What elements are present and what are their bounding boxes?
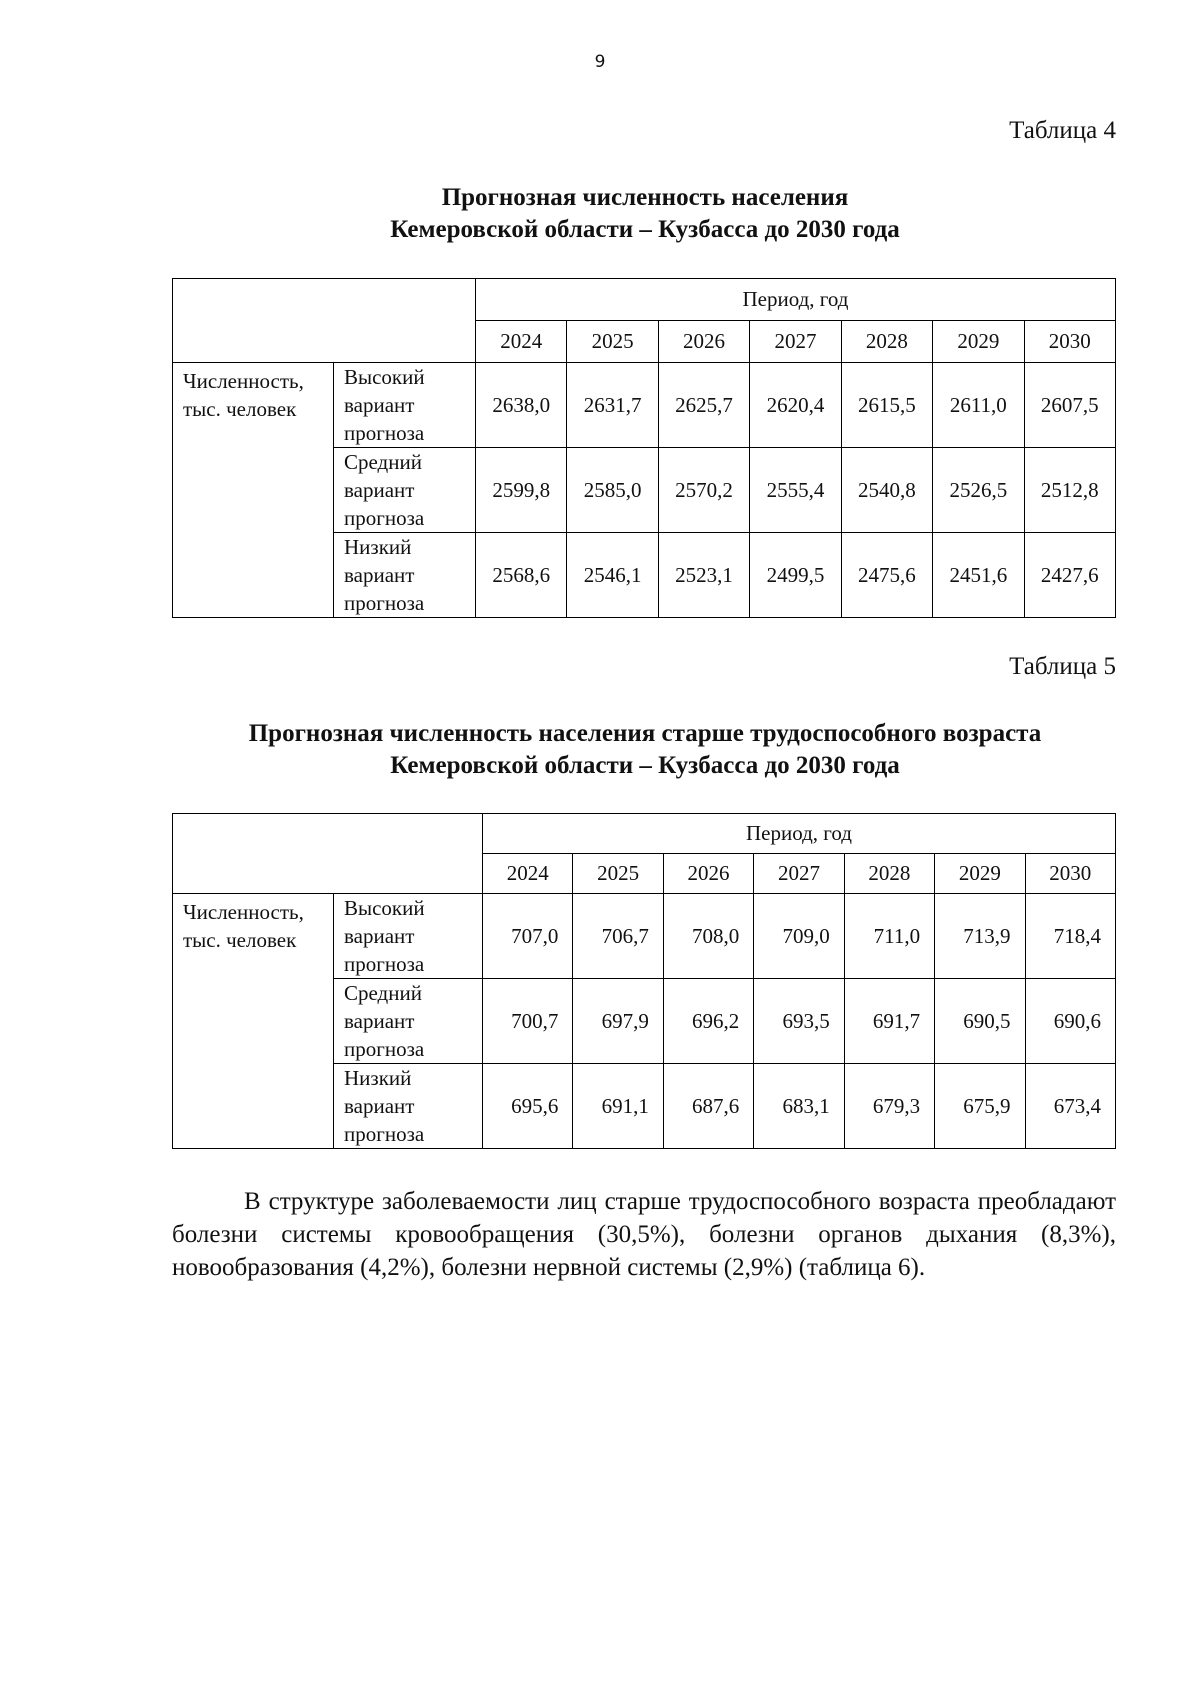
variant-line: Низкий	[344, 1066, 412, 1090]
table-5-corner-cell	[173, 814, 483, 894]
table-4-variant-low	[334, 533, 476, 618]
table-4-year: 2029	[933, 321, 1024, 363]
variant-line: Высокий	[344, 365, 425, 389]
variant-line: вариант	[344, 478, 415, 502]
table-4-variant-high	[334, 363, 476, 448]
table-4-cell: 2615,5	[841, 363, 932, 448]
table-4-group-label: Численность, тыс. человек	[173, 363, 334, 618]
table-5-variant-low	[334, 1064, 483, 1149]
paragraph-text: В структуре заболеваемости лиц старше трудоспособного возраста преобладают болезни системы кровообращения (30,5%), болезни органов дыхания (8,3%), новообразования (4,2%), болезни нервной системы (2,9%) (таблица 6).	[172, 1188, 1116, 1281]
table-5-year: 2029	[935, 854, 1025, 894]
variant-line: Высокий	[344, 896, 425, 920]
table-4-cell: 2540,8	[841, 448, 932, 533]
table-5-title	[150, 718, 1140, 782]
variant-line: прогноза	[344, 1122, 425, 1146]
table-4-year: 2024	[476, 321, 567, 363]
variant-line: прогноза	[344, 506, 425, 530]
table-4-cell: 2427,6	[1024, 533, 1115, 618]
table-4-cell: 2451,6	[933, 533, 1024, 618]
table-4-cell: 2607,5	[1024, 363, 1115, 448]
table-5	[172, 813, 1116, 1149]
variant-line: Средний	[344, 981, 422, 1005]
table-4-cell: 2599,8	[476, 448, 567, 533]
variant-line: прогноза	[344, 591, 425, 615]
table-5-cell: 708,0	[663, 894, 753, 979]
table-5-cell: 691,7	[844, 979, 934, 1064]
table-4-cell: 2555,4	[750, 448, 841, 533]
table-4-cell: 2546,1	[567, 533, 658, 618]
table-5-year: 2028	[844, 854, 934, 894]
table-5-cell: 696,2	[663, 979, 753, 1064]
table-5-cell: 679,3	[844, 1064, 934, 1149]
table-5-title-line-1: Прогнозная численность населения старше трудоспособного возраста	[248, 720, 1042, 747]
table-4-cell: 2568,6	[476, 533, 567, 618]
table-4-year: 2030	[1024, 321, 1115, 363]
table-5-cell: 711,0	[844, 894, 934, 979]
table-4-cell: 2611,0	[933, 363, 1024, 448]
table-4-cell: 2638,0	[476, 363, 567, 448]
table-5-title-line-2: Кемеровской области – Кузбасса до 2030 года	[390, 752, 900, 779]
table-5-cell: 713,9	[935, 894, 1025, 979]
table-4-year: 2025	[567, 321, 658, 363]
variant-line: прогноза	[344, 421, 425, 445]
table-4-cell: 2512,8	[1024, 448, 1115, 533]
table-4-year: 2028	[841, 321, 932, 363]
variant-line: Средний	[344, 450, 422, 474]
table-5-cell: 718,4	[1025, 894, 1115, 979]
table-5-cell: 709,0	[754, 894, 844, 979]
variant-line: вариант	[344, 924, 415, 948]
table-5-cell: 690,5	[935, 979, 1025, 1064]
table-4-cell: 2570,2	[658, 448, 749, 533]
table-4-cell: 2585,0	[567, 448, 658, 533]
table-5-cell: 687,6	[663, 1064, 753, 1149]
variant-line: вариант	[344, 1009, 415, 1033]
table-4-title	[150, 182, 1140, 246]
table-5-cell: 675,9	[935, 1064, 1025, 1149]
table-4-label: Таблица 4	[1009, 117, 1116, 144]
table-5-cell: 700,7	[483, 979, 573, 1064]
table-4-year: 2026	[658, 321, 749, 363]
variant-line: Низкий	[344, 535, 412, 559]
table-4	[172, 278, 1116, 618]
table-5-cell: 683,1	[754, 1064, 844, 1149]
variant-line: вариант	[344, 1094, 415, 1118]
variant-line: прогноза	[344, 952, 425, 976]
table-5-label: Таблица 5	[1009, 653, 1116, 680]
page-number: 9	[594, 52, 606, 72]
variant-line: прогноза	[344, 1037, 425, 1061]
table-4-cell: 2475,6	[841, 533, 932, 618]
variant-line: вариант	[344, 393, 415, 417]
table-5-cell: 673,4	[1025, 1064, 1115, 1149]
table-5-group-label: Численность, тыс. человек	[173, 894, 334, 1149]
table-4-cell: 2526,5	[933, 448, 1024, 533]
table-5-cell: 697,9	[573, 979, 663, 1064]
table-4-variant-mid	[334, 448, 476, 533]
table-4-corner-cell	[173, 279, 476, 363]
body-paragraph	[172, 1185, 1116, 1284]
table-5-variant-mid	[334, 979, 483, 1064]
table-5-year: 2027	[754, 854, 844, 894]
table-5-year: 2024	[483, 854, 573, 894]
table-5-period-header: Период, год	[483, 814, 1116, 854]
table-4-cell: 2625,7	[658, 363, 749, 448]
table-4-cell: 2499,5	[750, 533, 841, 618]
table-5-cell: 707,0	[483, 894, 573, 979]
table-5-cell: 691,1	[573, 1064, 663, 1149]
table-4-cell: 2631,7	[567, 363, 658, 448]
table-5-cell: 706,7	[573, 894, 663, 979]
table-5-cell: 693,5	[754, 979, 844, 1064]
table-5-year: 2025	[573, 854, 663, 894]
table-5-cell: 695,6	[483, 1064, 573, 1149]
table-4-cell: 2620,4	[750, 363, 841, 448]
table-4-cell: 2523,1	[658, 533, 749, 618]
table-4-title-line-1: Прогнозная численность населения	[441, 184, 849, 211]
table-5-year: 2026	[663, 854, 753, 894]
table-4-title-line-2: Кемеровской области – Кузбасса до 2030 года	[390, 216, 900, 243]
table-4-period-header: Период, год	[476, 279, 1116, 321]
table-5-variant-high	[334, 894, 483, 979]
table-5-year: 2030	[1025, 854, 1115, 894]
table-4-year: 2027	[750, 321, 841, 363]
table-5-cell: 690,6	[1025, 979, 1115, 1064]
variant-line: вариант	[344, 563, 415, 587]
